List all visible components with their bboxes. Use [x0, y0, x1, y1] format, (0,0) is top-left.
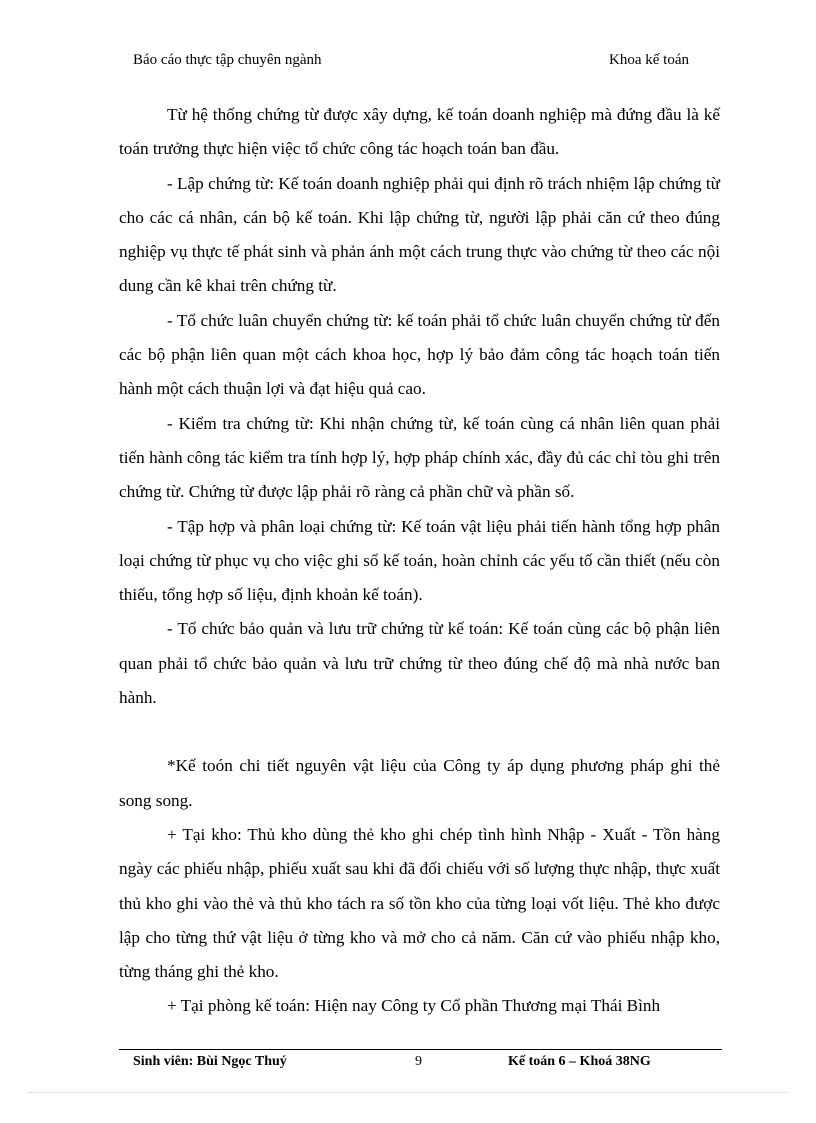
paragraph-store-vouchers: - Tổ chức bảo quản và lưu trữ chứng từ kế toán: Kế toán cùng các bộ phận liên quan phải tổ chức bảo quản và lưu trữ chứng từ theo đúng chế độ mà nhà nước ban hành. [119, 619, 720, 708]
page-header [133, 52, 689, 69]
paragraph-intro: Từ hệ thống chứng từ được xây dựng, kế toán doanh nghiệp mà đứng đầu là kế toán trưởng thực hiện việc tổ chức công tác hoạch toán ban đầu. [119, 105, 720, 159]
header-report-title: Báo cáo thực tập chuyên ngành [133, 52, 322, 68]
paragraph-create-vouchers: - Lập chứng từ: Kế toán doanh nghiệp phải qui định rõ trách nhiệm lập chứng từ cho các cá nhân, cán bộ kế toán. Khi lập chứng từ, người lập phải căn cứ theo đúng nghiệp vụ thực tế phát sinh và phản ánh một cách trung thực vào chứng từ theo các nội dung cần kê khai trên chứng từ. [119, 173, 720, 296]
paragraph-at-accounting-room: + Tại phòng kế toán: Hiện nay Công ty Cổ phần Thương mại Thái Bình [167, 996, 661, 1016]
paragraph-at-warehouse: + Tại kho: Thủ kho dùng thẻ kho ghi chép tình hình Nhập - Xuất - Tồn hàng ngày các phiếu nhập, phiếu xuất sau khi đã đối chiếu với số lượng thực nhập, thực xuất thủ kho ghi vào thẻ và thủ kho tách ra số tồn kho của từng loại vốt liệu. Thẻ kho được lập cho từng thứ vật liệu ở từng kho và mở cho cả năm. Căn cứ vào phiếu nhập kho, từng tháng ghi thẻ kho. [119, 824, 720, 982]
footer-page-number: 9 [415, 1054, 422, 1069]
document-body [119, 98, 720, 1024]
header-faculty: Khoa kế toán [609, 52, 689, 68]
footer-student: Sinh viên: Bùi Ngọc Thuý [133, 1054, 287, 1069]
footer-class: Kế toán 6 – Khoá 38NG [508, 1054, 651, 1069]
page-edge-dotted-rule [28, 1092, 788, 1093]
paragraph-circulate-vouchers: - Tổ chức luân chuyển chứng từ: kế toán phải tổ chức luân chuyển chứng từ đến các bộ phận liên quan một cách khoa học, hợp lý bảo đảm công tác hoạch toán tiến hành một cách thuận lợi và đạt hiệu quả cao. [119, 310, 720, 399]
paragraph-check-vouchers: - Kiểm tra chứng từ: Khi nhận chứng từ, kế toán cùng cá nhân liên quan phải tiến hành công tác kiểm tra tính hợp lý, hợp pháp chính xác, đầy đủ các chỉ tòu ghi trên chứng từ. Chứng từ được lập phải rõ ràng cả phần chữ và phần số. [119, 413, 720, 502]
paragraph-detail-method: *Kế toón chi tiết nguyên vật liệu của Công ty áp dụng phương pháp ghi thẻ song song. [119, 756, 720, 810]
paragraph-classify-vouchers: - Tập hợp và phân loại chứng từ: Kế toán vật liệu phải tiến hành tổng hợp phân loại chứng từ phục vụ cho việc ghi sổ kế toán, hoàn chỉnh các yếu tố cần thiết (nếu còn thiếu, tổng hợp số liệu, định khoản kế toán). [119, 516, 720, 605]
footer-divider [119, 1049, 722, 1050]
